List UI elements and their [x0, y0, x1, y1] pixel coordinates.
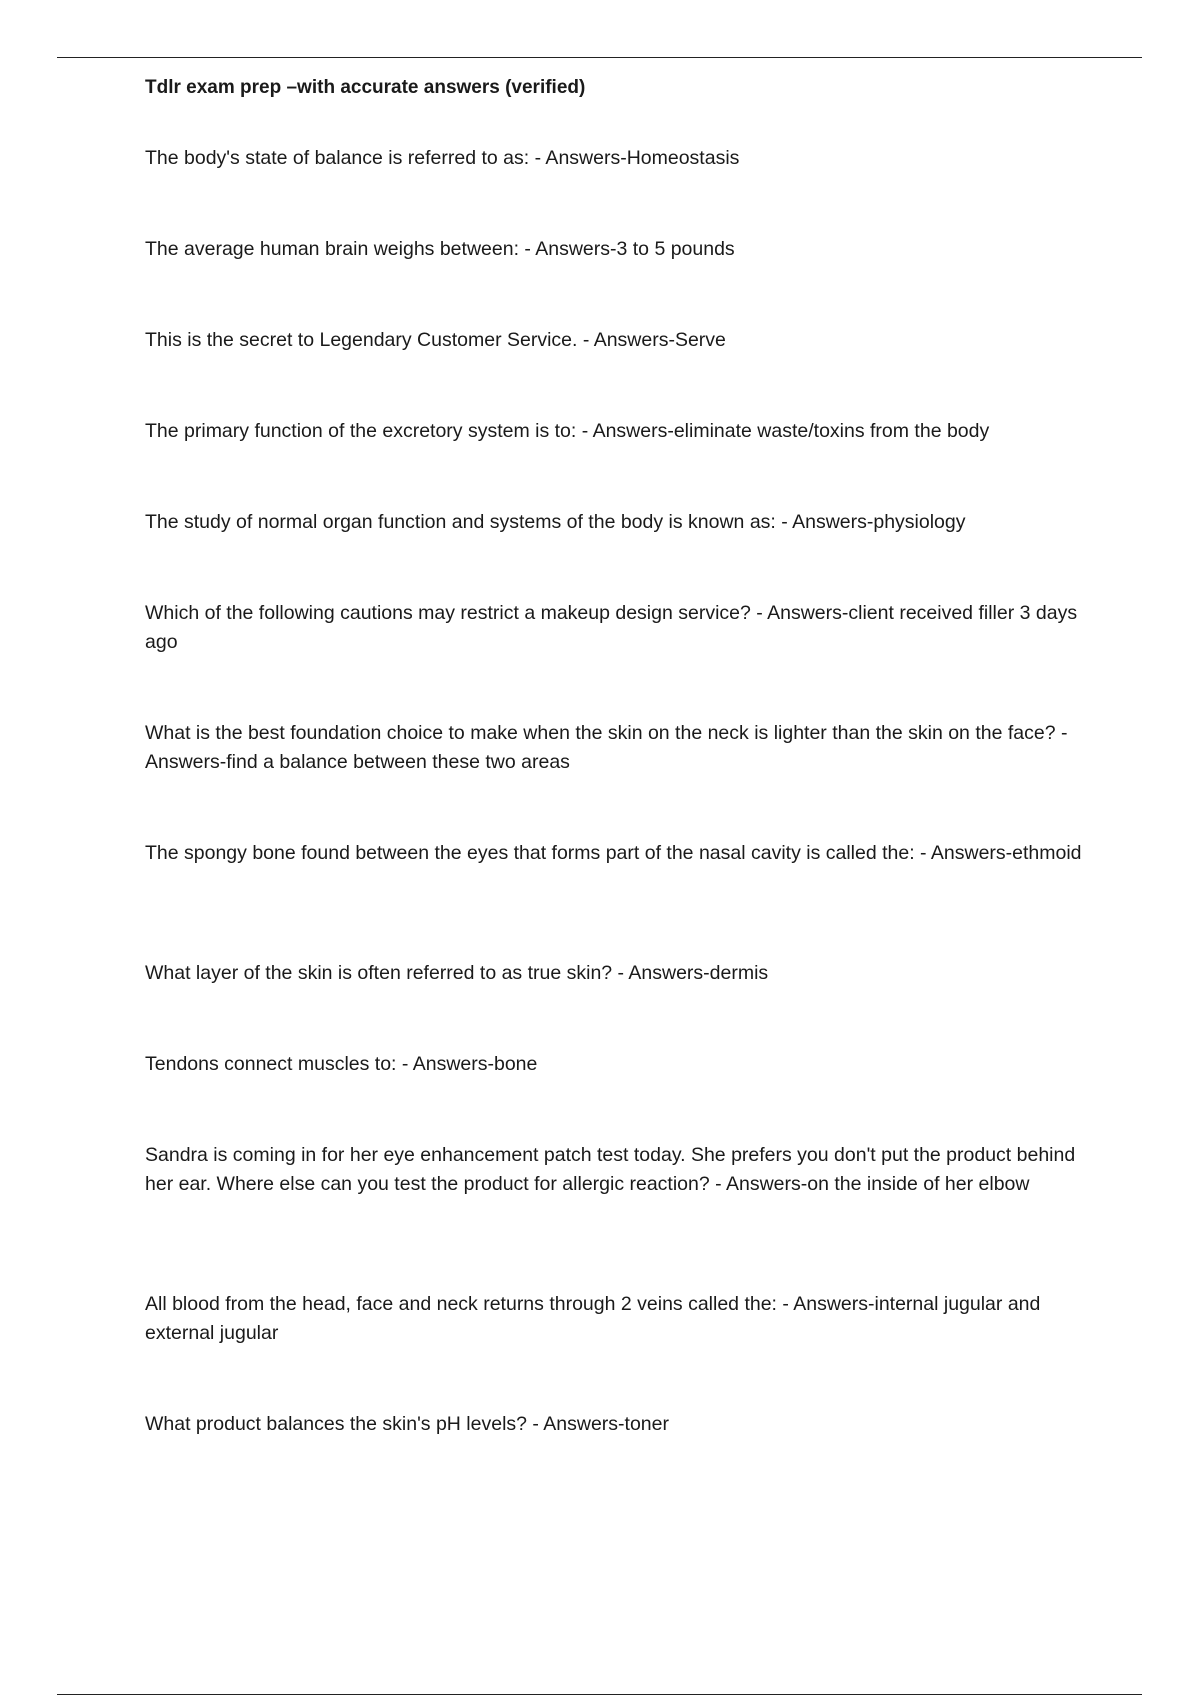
qa-item: Tendons connect muscles to: - Answers-bone: [145, 1053, 538, 1075]
qa-item: Which of the following cautions may restrict a makeup design service? - Answers-client received filler 3 days ago: [145, 602, 1078, 653]
qa-item: The primary function of the excretory system is to: - Answers-eliminate waste/toxins from the body: [145, 420, 990, 442]
header-rule: [57, 57, 1142, 58]
qa-item: The average human brain weighs between: - Answers-3 to 5 pounds: [145, 238, 735, 260]
qa-item: What product balances the skin's pH levels? - Answers-toner: [145, 1413, 669, 1435]
qa-item: The body's state of balance is referred to as: - Answers-Homeostasis: [145, 147, 740, 169]
qa-item: What layer of the skin is often referred to as true skin? - Answers-dermis: [145, 962, 769, 984]
qa-item: This is the secret to Legendary Customer Service. - Answers-Serve: [145, 329, 726, 351]
qa-item: What is the best foundation choice to make when the skin on the neck is lighter than the skin on the face? - Answers-find a balance between these two areas: [145, 722, 1068, 773]
page-title: Tdlr exam prep –with accurate answers (verified): [145, 77, 586, 98]
qa-item: Sandra is coming in for her eye enhancement patch test today. She prefers you don't put the product behind her ear. Where else can you test the product for allergic reaction? - Answers-on the inside of her elbow: [145, 1144, 1076, 1195]
qa-item: All blood from the head, face and neck returns through 2 veins called the: - Answers-internal jugular and external jugular: [145, 1293, 1041, 1344]
qa-item: The study of normal organ function and systems of the body is known as: - Answers-physiology: [145, 511, 966, 533]
footer-rule: [57, 1694, 1142, 1695]
qa-item: The spongy bone found between the eyes that forms part of the nasal cavity is called the: - Answers-ethmoid: [145, 842, 1082, 864]
